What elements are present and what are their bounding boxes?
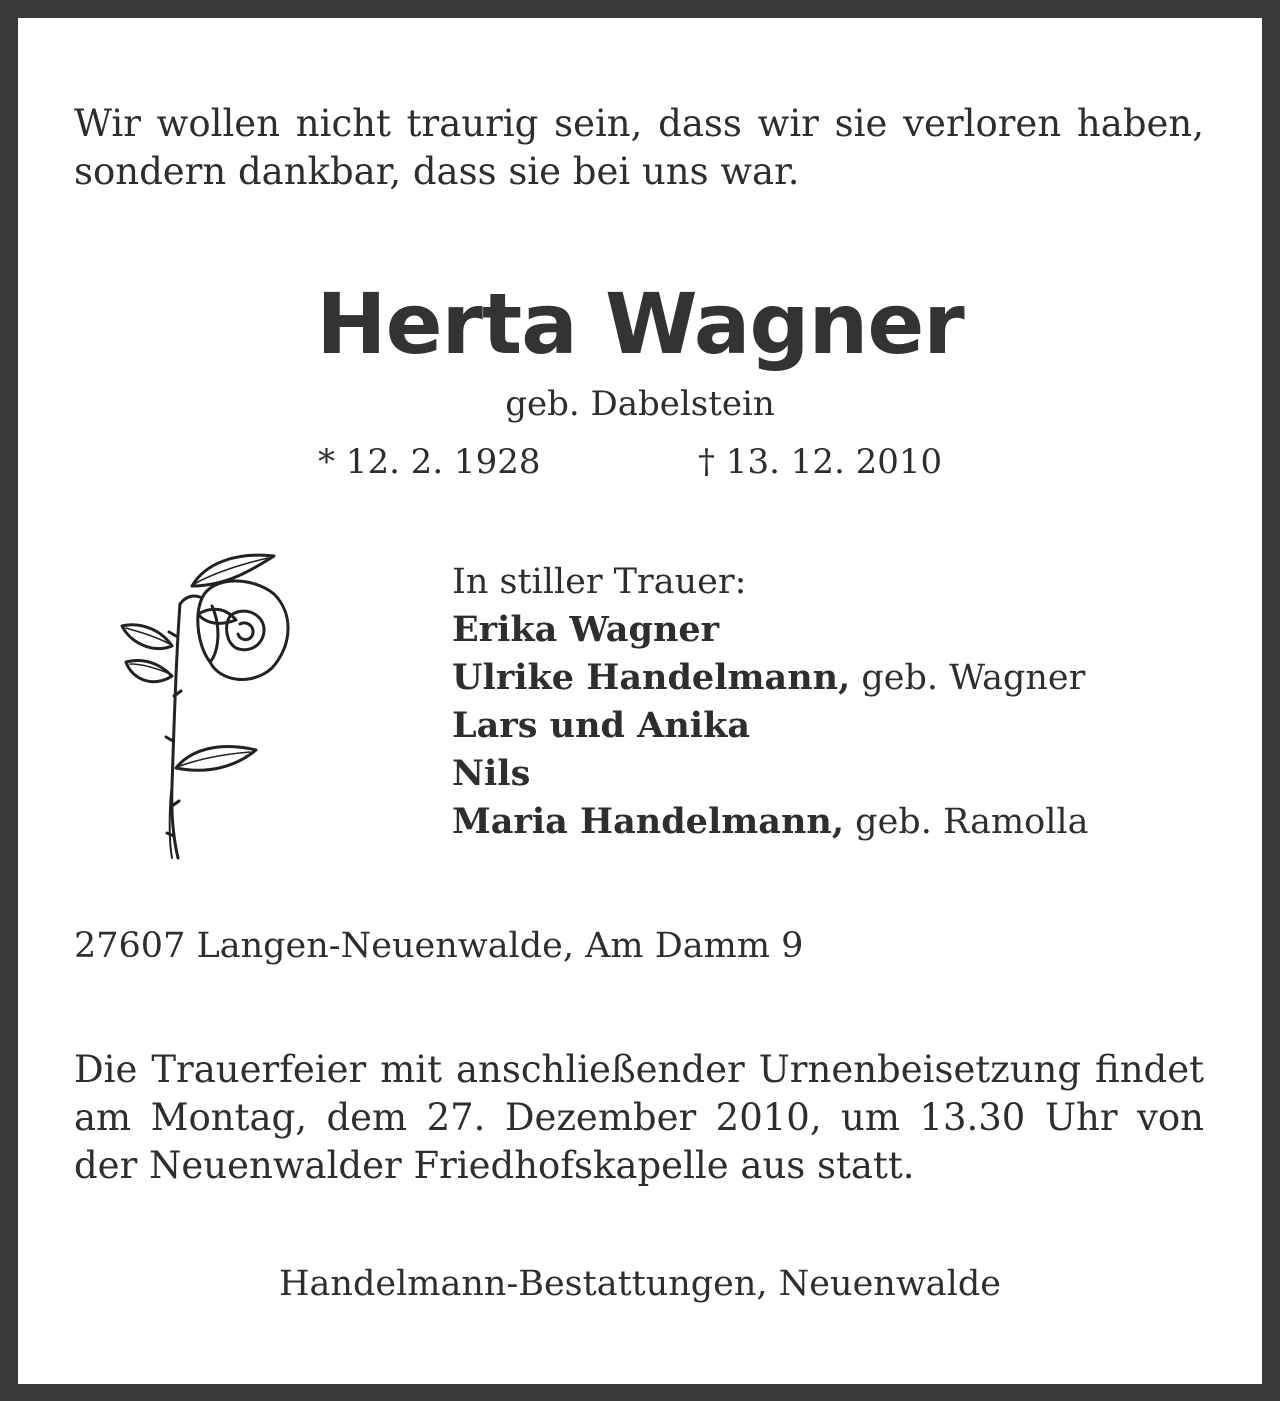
mourner-name: Ulrike Handelmann,	[452, 657, 851, 698]
mourner-suffix: geb. Wagner	[850, 658, 1086, 698]
mourner-name: Erika Wagner	[452, 609, 720, 650]
birth-date: * 12. 2. 1928	[318, 442, 541, 482]
mourner-line	[452, 702, 1088, 750]
maiden-name: geb. Dabelstein	[505, 384, 775, 424]
address: 27607 Langen-Neuenwalde, Am Damm 9	[74, 926, 804, 966]
service-announcement: Die Trauerfeier mit anschließender Urnenbeisetzung findet am Montag, dem 27. Dezember 2010, um 13.30 Uhr von der Neuenwalder Friedhofskapelle aus statt.	[74, 1048, 1204, 1187]
deceased-name: Herta Wagner	[316, 275, 964, 373]
death-date: † 13. 12. 2010	[698, 442, 943, 482]
obituary-notice	[18, 18, 1262, 1384]
mourner-name: Lars und Anika	[452, 705, 750, 746]
mourning-heading: In stiller Trauer:	[452, 562, 747, 602]
mourner-name: Maria Handelmann,	[452, 801, 845, 842]
mourner-line	[452, 654, 1088, 702]
quote-text: Wir wollen nicht traurig sein, dass wir sie verloren haben, sondern dankbar, dass sie bei uns war.	[74, 102, 1204, 193]
mourner-name: Nils	[452, 753, 531, 794]
mourner-suffix: geb. Ramolla	[844, 802, 1089, 842]
mourner-line	[452, 750, 1088, 798]
undertaker-name: Handelmann-Bestattungen, Neuenwalde	[279, 1264, 1001, 1304]
rose-icon	[102, 536, 302, 862]
mourner-line	[452, 606, 1088, 654]
mourner-line	[452, 798, 1088, 846]
mourners-block	[452, 558, 1088, 846]
